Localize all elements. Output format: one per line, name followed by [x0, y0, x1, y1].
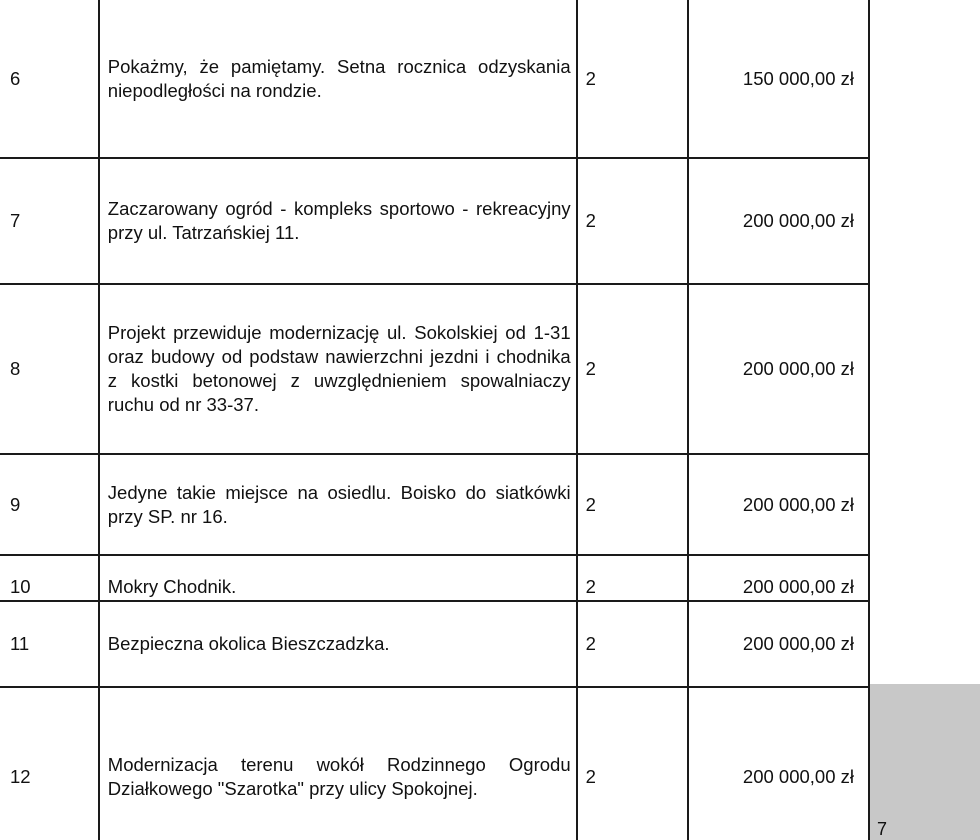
quantity-value: 2 — [577, 158, 688, 284]
table-row — [0, 687, 869, 840]
amount-value: 200 000,00 zł — [688, 555, 869, 601]
amount-value: 200 000,00 zł — [688, 454, 869, 555]
quantity-value: 2 — [577, 687, 688, 840]
project-description-text: Projekt przewiduje modernizację ul. Sokolskiej od 1-31 oraz budowy od podstaw nawierzchni jezdni i chodnika z kostki betonowej z uwzględnieniem spowalniaczy ruchu od nr 33-37. — [107, 322, 571, 415]
project-description — [99, 687, 577, 840]
project-description-text: Jedyne takie miejsce na osiedlu. Boisko do siatkówki przy SP. nr 16. — [107, 481, 571, 527]
quantity-value: 2 — [577, 601, 688, 687]
quantity-value: 2 — [577, 555, 688, 601]
page-number: 7 — [877, 819, 888, 839]
project-description-text: Pokażmy, że pamiętamy. Setna rocznica odzyskania niepodległości na rondzie. — [107, 55, 571, 101]
table-row — [0, 0, 869, 158]
row-number: 7 — [0, 158, 99, 284]
row-number: 11 — [0, 601, 99, 687]
project-description — [99, 284, 577, 454]
project-description-text: Bezpieczna okolica Bieszczadzka. — [107, 633, 390, 654]
table-row — [0, 555, 869, 601]
project-description — [99, 158, 577, 284]
project-description-text: Zaczarowany ogród - kompleks sportowo - rekreacyjny przy ul. Tatrzańskiej 11. — [107, 198, 571, 243]
project-description-text: Mokry Chodnik. — [107, 576, 237, 597]
amount-value: 200 000,00 zł — [688, 601, 869, 687]
gray-margin-block — [870, 684, 980, 840]
project-description — [99, 601, 577, 687]
project-description — [99, 0, 577, 158]
row-number: 12 — [0, 687, 99, 840]
table-row — [0, 454, 869, 555]
table-row — [0, 284, 869, 454]
amount-value: 150 000,00 zł — [688, 0, 869, 158]
table-row — [0, 601, 869, 687]
table-row — [0, 158, 869, 284]
quantity-value: 2 — [577, 0, 688, 158]
row-number: 10 — [0, 555, 99, 601]
row-number: 8 — [0, 284, 99, 454]
project-description — [99, 555, 577, 601]
project-description — [99, 454, 577, 555]
quantity-value: 2 — [577, 454, 688, 555]
row-number: 6 — [0, 0, 99, 158]
project-description-text: Modernizacja terenu wokół Rodzinnego Ogrodu Działkowego "Szarotka" przy ulicy Spokojnej. — [107, 754, 571, 799]
amount-value: 200 000,00 zł — [688, 284, 869, 454]
row-number: 9 — [0, 454, 99, 555]
quantity-value: 2 — [577, 284, 688, 454]
amount-value: 200 000,00 zł — [688, 158, 869, 284]
amount-value: 200 000,00 zł — [688, 687, 869, 840]
